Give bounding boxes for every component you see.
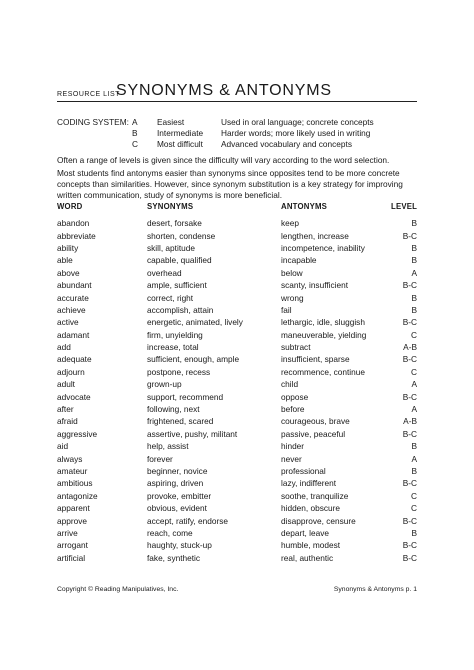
cell-synonyms: accomplish, attain [147, 304, 214, 315]
cell-antonyms: lazy, indifferent [281, 478, 337, 489]
cell-antonyms: humble, modest [281, 540, 341, 551]
table-body [57, 217, 417, 564]
cell-antonyms: insufficient, sparse [281, 354, 350, 365]
cell-word: above [57, 267, 80, 278]
cell-antonyms: fail [281, 304, 292, 315]
table-row [57, 341, 417, 353]
cell-word: advocate [57, 391, 91, 402]
resource-list-label: RESOURCE LIST [57, 91, 120, 98]
cell-level: B [411, 441, 417, 452]
cell-level: B-C [402, 428, 417, 439]
intro-text: Often a range of levels is given since the difficulty will vary according to the word selection. [57, 155, 390, 165]
cell-level: C [411, 366, 417, 377]
cell-antonyms: maneuverable, yielding [281, 329, 367, 340]
table-row [57, 527, 417, 539]
cell-word: arrive [57, 527, 78, 538]
table-row [57, 403, 417, 415]
cell-synonyms: increase, total [147, 342, 199, 353]
table-row [57, 279, 417, 291]
table-row [57, 539, 417, 551]
cell-antonyms: incapable [281, 255, 317, 266]
cell-word: amateur [57, 466, 88, 476]
intro-text: Most students find antonyms easier than synonyms since opposites tend to be more concrete concepts than similarities. However, since synonym substitution is a key strategy for improving written communication, study of synonyms is more beneficial. [57, 168, 403, 201]
table-row [57, 428, 417, 440]
cell-synonyms: ample, sufficient [147, 280, 207, 291]
page-header [57, 81, 417, 102]
table-row [57, 366, 417, 378]
table-row [57, 267, 417, 279]
cell-synonyms: postpone, recess [147, 366, 211, 377]
coding-description: Harder words; more likely used in writing [221, 128, 371, 138]
header-level: LEVEL [391, 202, 418, 211]
cell-level: C [411, 490, 417, 501]
table-row [57, 552, 417, 564]
cell-level: A [411, 379, 417, 390]
cell-synonyms: following, next [147, 404, 200, 415]
cell-synonyms: assertive, pushy, militant [147, 428, 238, 439]
cell-level: B-C [402, 391, 417, 402]
coding-level: Intermediate [157, 128, 204, 138]
cell-antonyms: oppose [281, 391, 309, 402]
table-row [57, 242, 417, 254]
page-reference: Synonyms & Antonyms p. 1 [333, 586, 417, 593]
cell-antonyms: lethargic, idle, sluggish [281, 317, 365, 328]
cell-synonyms: reach, come [147, 527, 193, 538]
table-row [57, 452, 417, 464]
cell-synonyms: fake, synthetic [147, 552, 201, 563]
cell-level: A [411, 404, 417, 415]
cell-word: adequate [57, 354, 92, 365]
header-synonyms: SYNONYMS [147, 202, 194, 211]
cell-word: always [57, 453, 83, 464]
table-row [57, 229, 417, 241]
cell-level: B [411, 304, 417, 315]
cell-word: abundant [57, 280, 92, 291]
table-row [57, 390, 417, 402]
cell-word: abbreviate [57, 230, 96, 241]
intro-paragraph [57, 168, 419, 202]
cell-word: adjourn [57, 366, 85, 377]
cell-synonyms: help, assist [147, 441, 189, 452]
table-row [57, 291, 417, 303]
cell-word: active [57, 317, 79, 328]
cell-antonyms: below [281, 267, 303, 278]
coding-system-label: CODING SYSTEM: [57, 117, 129, 127]
cell-antonyms: before [281, 404, 305, 415]
cell-antonyms: child [281, 379, 299, 390]
cell-word: adult [57, 379, 75, 390]
table-row [57, 316, 417, 328]
cell-word: aid [57, 441, 69, 452]
cell-antonyms: hidden, obscure [281, 503, 341, 514]
copyright-notice: Copyright © Reading Manipulatives, Inc. [57, 586, 179, 593]
cell-synonyms: provoke, embitter [147, 490, 212, 501]
cell-synonyms: obvious, evident [147, 503, 207, 514]
cell-antonyms: lengthen, increase [281, 230, 349, 241]
cell-level: B [411, 292, 417, 303]
coding-level: Easiest [157, 117, 185, 127]
synonyms-antonyms-table [57, 202, 417, 564]
cell-level: B-C [402, 280, 417, 291]
table-row [57, 378, 417, 390]
cell-synonyms: haughty, stuck-up [147, 540, 212, 551]
cell-antonyms: real, authentic [281, 552, 334, 563]
cell-word: afraid [57, 416, 78, 427]
cell-synonyms: forever [147, 453, 173, 464]
cell-word: abandon [57, 218, 90, 229]
cell-level: B-C [402, 354, 417, 365]
intro-paragraph [57, 155, 419, 166]
coding-code: B [132, 128, 138, 138]
coding-description: Advanced vocabulary and concepts [221, 139, 352, 149]
cell-synonyms: correct, right [147, 292, 194, 303]
cell-level: A-B [403, 342, 417, 353]
cell-antonyms: incompetence, inability [281, 242, 365, 253]
cell-synonyms: energetic, animated, lively [147, 317, 243, 328]
cell-word: add [57, 342, 71, 353]
cell-synonyms: skill, aptitude [147, 242, 195, 253]
cell-level: C [411, 503, 417, 514]
header-antonyms: ANTONYMS [281, 202, 328, 211]
cell-synonyms: support, recommend [147, 391, 224, 402]
cell-level: B [411, 527, 417, 538]
cell-word: approve [57, 515, 87, 526]
cell-antonyms: wrong [281, 292, 304, 303]
table-row [57, 304, 417, 316]
cell-synonyms: shorten, condense [147, 230, 216, 241]
cell-level: B-C [402, 515, 417, 526]
cell-word: aggressive [57, 428, 98, 439]
cell-word: achieve [57, 304, 86, 315]
header-word: WORD [57, 202, 83, 211]
table-row [57, 465, 417, 477]
cell-antonyms: disapprove, censure [281, 515, 356, 526]
cell-level: B-C [402, 478, 417, 489]
table-row [57, 415, 417, 427]
cell-level: A [411, 267, 417, 278]
cell-level: B-C [402, 230, 417, 241]
cell-level: B [411, 466, 417, 476]
cell-antonyms: keep [281, 218, 299, 229]
cell-word: apparent [57, 503, 90, 514]
cell-word: after [57, 404, 74, 415]
table-row [57, 502, 417, 514]
cell-antonyms: never [281, 453, 302, 464]
cell-synonyms: grown-up [147, 379, 182, 390]
cell-antonyms: hinder [281, 441, 305, 452]
cell-level: B-C [402, 552, 417, 563]
table-header-row [57, 202, 417, 217]
cell-synonyms: accept, ratify, endorse [147, 515, 229, 526]
cell-word: adamant [57, 329, 90, 340]
cell-level: B-C [402, 540, 417, 551]
table-row [57, 490, 417, 502]
cell-synonyms: aspiring, driven [147, 478, 204, 489]
table-row [57, 329, 417, 341]
table-row [57, 217, 417, 229]
cell-synonyms: sufficient, enough, ample [147, 354, 240, 365]
cell-word: arrogant [57, 540, 88, 551]
cell-word: antagonize [57, 490, 98, 501]
cell-antonyms: courageous, brave [281, 416, 350, 427]
coding-level: Most difficult [157, 139, 203, 149]
cell-antonyms: recommence, continue [281, 366, 365, 377]
table-row [57, 353, 417, 365]
cell-synonyms: frightened, scared [147, 416, 214, 427]
cell-word: ability [57, 242, 79, 253]
table-row [57, 254, 417, 266]
cell-synonyms: beginner, novice [147, 466, 208, 476]
cell-word: accurate [57, 292, 89, 303]
cell-antonyms: depart, leave [281, 527, 329, 538]
cell-level: A-B [403, 416, 417, 427]
cell-level: C [411, 329, 417, 340]
cell-level: A [411, 453, 417, 464]
coding-code: A [132, 117, 138, 127]
cell-antonyms: passive, peaceful [281, 428, 346, 439]
coding-code: C [132, 139, 138, 149]
cell-antonyms: subtract [281, 342, 311, 353]
cell-level: B [411, 255, 417, 266]
cell-word: ambitious [57, 478, 93, 489]
cell-synonyms: firm, unyielding [147, 329, 203, 340]
coding-description: Used in oral language; concrete concepts [221, 117, 374, 127]
cell-word: able [57, 255, 73, 266]
cell-level: B [411, 218, 417, 229]
page-title: SYNONYMS & ANTONYMS [116, 82, 332, 99]
cell-synonyms: overhead [147, 267, 182, 278]
cell-word: artificial [57, 552, 86, 563]
cell-synonyms: capable, qualified [147, 255, 212, 266]
cell-antonyms: professional [281, 466, 326, 476]
cell-level: B [411, 242, 417, 253]
cell-antonyms: scanty, insufficient [281, 280, 349, 291]
table-row [57, 440, 417, 452]
cell-synonyms: desert, forsake [147, 218, 202, 229]
cell-level: B-C [402, 317, 417, 328]
table-row [57, 514, 417, 526]
table-row [57, 477, 417, 489]
cell-antonyms: soothe, tranquilize [281, 490, 349, 501]
